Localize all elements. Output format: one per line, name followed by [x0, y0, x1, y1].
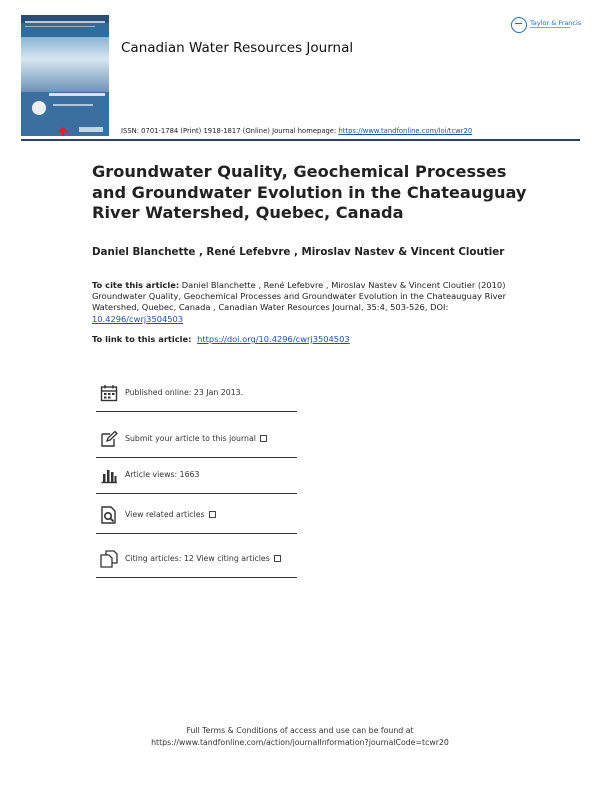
- taylor-francis-logo-text: Taylor & Francis: [530, 19, 582, 27]
- article-doi-link[interactable]: https://doi.org/10.4296/cwrj3504503: [197, 334, 350, 344]
- calendar-icon: [100, 384, 118, 402]
- journal-homepage-link[interactable]: https://www.tandfonline.com/loi/tcwr20: [338, 127, 473, 135]
- cover-issue-line: [49, 93, 105, 96]
- citing-articles-row[interactable]: [96, 540, 297, 578]
- cover-mountain-photo: [21, 37, 109, 92]
- article-views-text: Article views: 1663: [125, 470, 200, 479]
- article-authors: Daniel Blanchette , René Lefebvre , Miroslav Nastev & Vincent Cloutier: [92, 246, 505, 258]
- article-views-row: [96, 456, 297, 494]
- taylor-francis-logo[interactable]: [511, 17, 581, 35]
- cover-issue-subline: [53, 104, 93, 106]
- citation-text: Daniel Blanchette , René Lefebvre , Miroslav Nastev & Vincent Cloutier (2010) Groundwater Quality, Geochemical Processes and Groundwater Evolution in the Chateauguay River Watershed, Quebec, Canada , Canadian Water Resources Journal, 35:4, 503-526, DOI:: [92, 280, 507, 313]
- citation-block: [92, 280, 522, 325]
- journal-cover-image: [21, 15, 109, 136]
- citing-articles-link[interactable]: [125, 554, 281, 563]
- edit-icon: [100, 430, 118, 448]
- bar-chart-icon: [100, 466, 118, 484]
- journal-title[interactable]: Canadian Water Resources Journal: [121, 40, 354, 56]
- cover-seal-icon: [32, 101, 46, 115]
- issn-line: [121, 127, 472, 135]
- taylor-francis-icon: [511, 17, 527, 33]
- submit-article-text: Submit your article to this journal: [125, 434, 256, 443]
- article-link-label: To link to this article:: [92, 334, 192, 344]
- published-online-text: Published online: 23 Jan 2013.: [125, 388, 244, 397]
- submit-article-link[interactable]: [125, 434, 267, 443]
- article-title: Groundwater Quality, Geochemical Processes and Groundwater Evolution in the Chateauguay River Watershed, Quebec, Canada: [92, 162, 527, 222]
- citation-label: To cite this article:: [92, 280, 180, 290]
- related-articles-link[interactable]: [125, 510, 216, 519]
- search-document-icon: [100, 506, 118, 524]
- header-divider: [21, 139, 580, 141]
- external-link-icon: [260, 435, 267, 442]
- external-link-icon: [209, 511, 216, 518]
- related-articles-text: View related articles: [125, 510, 205, 519]
- cover-subtitle-line: [25, 26, 95, 27]
- taylor-francis-tagline: [530, 27, 570, 28]
- citing-articles-icon: [100, 550, 118, 568]
- footer-terms-line: Full Terms & Conditions of access and use can be found at: [186, 726, 414, 735]
- cover-cwra-logo: [79, 127, 103, 132]
- issn-text: ISSN: 0701-1784 (Print) 1918-1817 (Online) Journal homepage:: [121, 127, 339, 135]
- citing-articles-text: Citing articles: 12 View citing articles: [125, 554, 270, 563]
- external-link-icon: [274, 555, 281, 562]
- submit-article-row[interactable]: [96, 420, 297, 458]
- citation-doi-link[interactable]: 10.4296/cwrj3504503: [92, 313, 184, 324]
- related-articles-row[interactable]: [96, 496, 297, 534]
- cover-title-line: [25, 21, 105, 23]
- footer-terms-link[interactable]: https://www.tandfonline.com/action/journalInformation?journalCode=tcwr20: [151, 738, 449, 747]
- published-online-row: [96, 374, 297, 412]
- article-link-line: [92, 334, 350, 344]
